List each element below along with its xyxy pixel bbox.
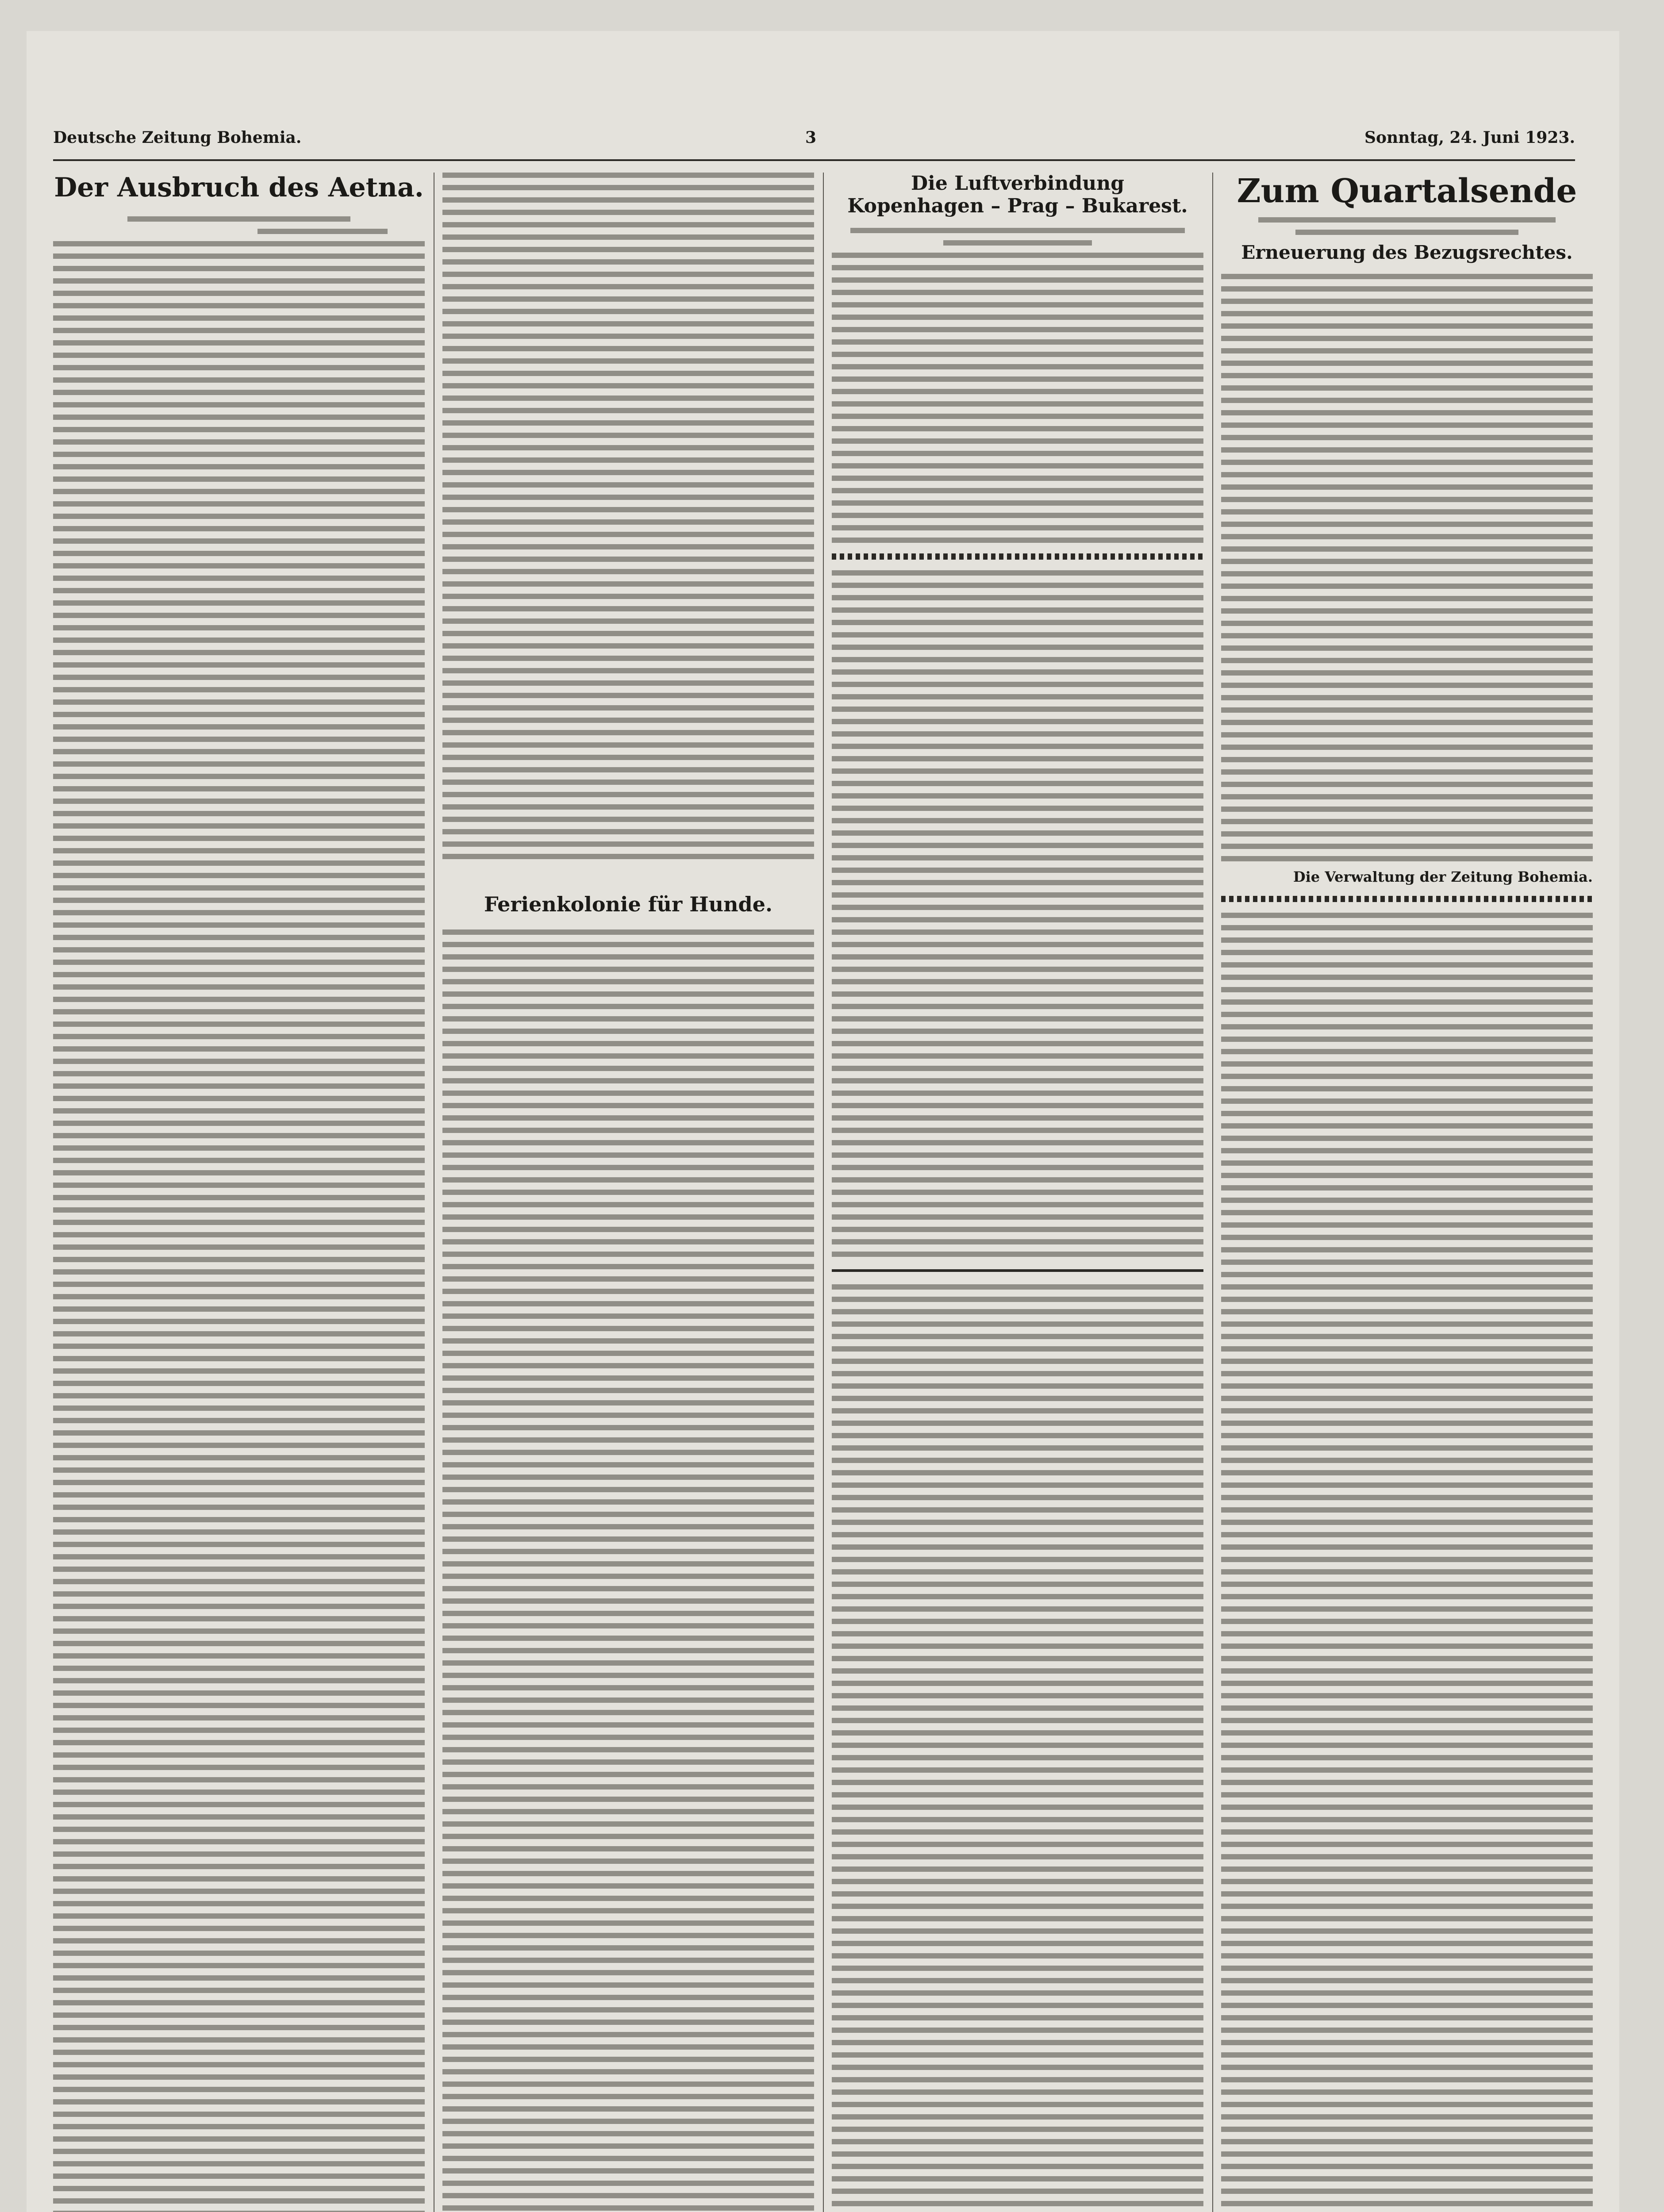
article-body-aetna — [53, 216, 425, 2212]
headline-luftverbindung — [832, 173, 1203, 217]
issue-date: Sonntag, 24. Juni 1923. — [1364, 128, 1575, 147]
headline-luftverbindung-line-1: Die Luftverbindung — [911, 173, 1125, 195]
headline-aetna: Der Ausbruch des Aetna. — [54, 173, 424, 203]
column-4 — [1221, 173, 1593, 2212]
article-body-personalnachrichten — [832, 1284, 1203, 2212]
column-rule — [1212, 173, 1213, 2212]
headline-luftverbindung-line-2: Kopenhagen – Prag – Bukarest. — [847, 194, 1188, 217]
section-separator — [1221, 896, 1593, 902]
page-number: 3 — [805, 128, 817, 147]
column-3 — [832, 173, 1203, 2212]
column-2 — [442, 173, 814, 2212]
article-body-slowakische-wuensche — [1221, 913, 1593, 2212]
article-body-luftverbindung — [832, 228, 1203, 543]
section-separator — [832, 553, 1203, 560]
article-body-lokales — [832, 570, 1203, 1257]
headline-quartalsende: Zum Quartalsende — [1237, 173, 1577, 210]
headline-ferienkolonie: Ferienkolonie für Hunde. — [484, 892, 773, 916]
masthead-rule — [53, 159, 1575, 161]
article-body-ferienkolonie — [442, 929, 814, 2212]
headline-erneuerung: Erneuerung des Bezugsrechtes. — [1241, 242, 1573, 264]
signature-verwaltung: Die Verwaltung der Zeitung Bohemia. — [1293, 868, 1593, 886]
section-separator — [832, 1269, 1203, 1272]
column-rule — [823, 173, 824, 2212]
article-body-quartalsende — [1221, 274, 1593, 861]
column-1 — [53, 173, 425, 2212]
newspaper-page — [27, 31, 1619, 2212]
article-body-aetna-continued — [442, 173, 814, 859]
masthead — [53, 128, 1575, 150]
paper-name: Deutsche Zeitung Bohemia. — [53, 128, 302, 147]
